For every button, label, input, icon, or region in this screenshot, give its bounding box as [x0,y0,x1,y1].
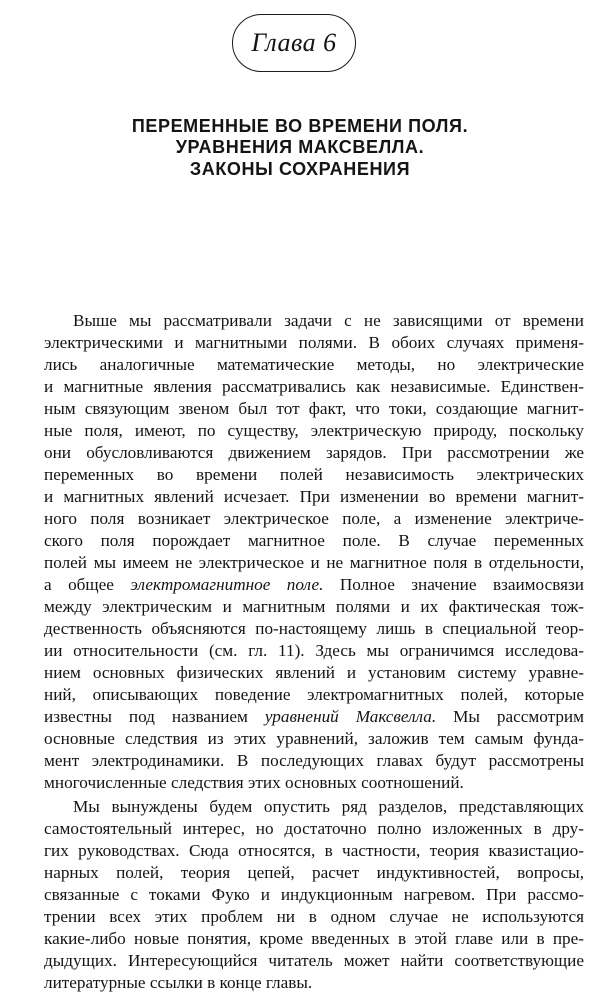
text-line: полей мы имеем не электрическое и не магнитное поля в отдельности, [44,553,584,572]
text-line: они обусловливаются движением зарядов. При рассмотрении же [44,443,584,462]
text-line: ний, описывающих поведение электромагнитных полей, которые [44,685,584,704]
text-line: нарных полей, теория цепей, расчет индуктивностей, вопросы, [44,863,584,882]
text-line: многочисленные следствия этих основных соотношений. [44,773,464,792]
text-line [44,574,584,596]
chapter-title-line-3: ЗАКОНЫ СОХРАНЕНИЯ [189,159,411,179]
text-line: нием основных физических явлений и установим систему уравне- [44,663,584,682]
body-text [44,310,584,994]
text-line: ные поля, имеют, по существу, электрическую природу, поскольку [44,421,584,440]
text-line: дественность объясняются по-настоящему лишь в специальной теор- [44,619,584,638]
text-fragment: Полное значение взаимосвязи [323,575,584,594]
emphasized-term: уравнений Максвелла. [264,707,437,726]
text-line: ии относительности (см. гл. 11). Здесь мы ограничимся исследова- [44,641,584,660]
text-fragment: а общее [44,575,131,594]
chapter-label: Глава 6 [251,28,337,57]
chapter-heading-frame [232,14,356,72]
text-line: трении всех этих проблем ни в одном случае не используются [44,907,584,926]
chapter-title-line-1: ПЕРЕМЕННЫЕ ВО ВРЕМЕНИ ПОЛЯ. [131,116,469,136]
paragraph-2 [44,796,584,994]
text-line: дыдущих. Интересующийся читатель может найти соответствующие [44,951,584,970]
text-line: лись аналогичные математические методы, но электрические [44,355,584,374]
text-line: гих руководствах. Сюда относятся, в частности, теория квазистацио- [44,841,584,860]
chapter-title-line-2: УРАВНЕНИЯ МАКСВЕЛЛА. [175,137,425,157]
text-line: основные следствия из этих уравнений, заложив тем самым фунда- [44,729,584,748]
text-line: самостоятельный интерес, но достаточно полно изложенных в дру- [44,819,584,838]
text-line [44,706,584,728]
text-fragment: известны под названием [44,707,265,726]
text-line: связанные с токами Фуко и индукционным нагревом. При рассмо- [44,885,584,904]
text-line: какие-либо новые понятия, кроме введенных в этой главе или в пре- [44,929,584,948]
text-line: между электрическим и магнитным полями и их фактическая тож- [44,597,584,616]
text-line: и магнитных явлений исчезает. При изменении во времени магнит- [44,487,584,506]
emphasized-term: электромагнитное поле. [130,575,324,594]
text-line: мент электродинамики. В последующих главах будут рассмотрены [44,751,584,770]
text-line: литературные ссылки в конце главы. [44,973,313,992]
text-line: Выше мы рассматривали задачи с не зависящими от времени [73,311,584,330]
text-line: ным связующим звеном был тот факт, что токи, создающие магнит- [44,399,584,418]
paragraph-1 [44,310,584,794]
text-line: электрическими и магнитными полями. В обоих случаях применя- [44,333,584,352]
text-line: и магнитные явления рассматривались как независимые. Единствен- [44,377,584,396]
text-fragment: Мы рассмотрим [436,707,584,726]
text-line: ского поля порождает магнитное поле. В случае переменных [44,531,584,550]
text-line: ного поля возникает электрическое поле, а изменение электриче- [44,509,584,528]
text-line: переменных во времени полей независимость электрических [44,465,584,484]
text-line: Мы вынуждены будем опустить ряд разделов, представляющих [73,797,584,816]
